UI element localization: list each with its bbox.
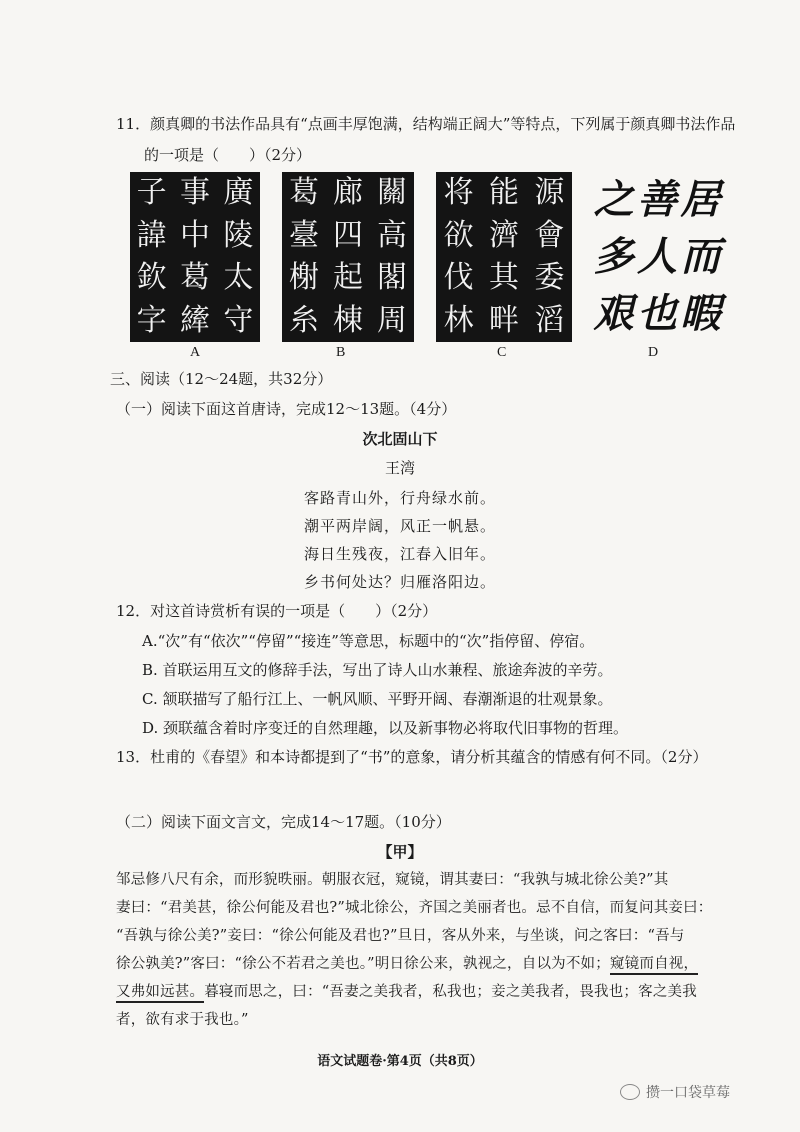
q12-option-a: A.“次”有“依次”“停留”“接连”等意思，标题中的“次”指停留、停宿。: [142, 632, 595, 650]
prose-line-1: 邹忌修八尺有余，而形貌昳丽。朝服衣冠，窥镜，谓其妻曰：“我孰与城北徐公美?”其: [116, 872, 669, 888]
callig-char: 太: [223, 260, 254, 296]
callig-char: 廊: [333, 175, 363, 211]
callig-char: 糸: [289, 302, 319, 338]
calligraphy-sample-b: [282, 172, 414, 342]
q11-stem-line2: 的一项是（ ）（2分）: [144, 146, 312, 164]
underlined-sentence-part2: 又弗如远甚。: [116, 984, 204, 1003]
poem-line-1: 客路青山外，行舟绿水前。: [303, 489, 496, 507]
callig-char: 會: [534, 217, 565, 253]
chat-bubble-icon: [620, 1084, 640, 1100]
section-3-heading: 三、阅读（12～24题，共32分）: [110, 370, 333, 388]
callig-char: 周: [377, 302, 407, 338]
callig-char: 暇: [680, 289, 721, 337]
callig-char: 欲: [443, 217, 474, 253]
poem-line-3: 海日生残夜，江春入旧年。: [303, 545, 496, 563]
callig-char: 中: [180, 217, 211, 253]
callig-char: 諱: [136, 217, 167, 253]
callig-char: 起: [333, 260, 363, 296]
callig-char: 廣: [223, 175, 254, 211]
callig-char: 高: [377, 217, 407, 253]
callig-char: 葛: [180, 260, 211, 296]
poem-line-4: 乡书何处达？归雁洛阳边。: [303, 573, 496, 591]
callig-char: 将: [443, 175, 474, 211]
callig-char: 人: [637, 232, 678, 280]
callig-char: 四: [333, 217, 363, 253]
callig-char: 守: [223, 302, 254, 338]
callig-char: 之: [593, 176, 634, 224]
callig-char: 多: [593, 232, 634, 280]
prose-line-5: [116, 982, 736, 1002]
prose-line-5-text: 暮寝而思之，曰：“吾妻之美我者，私我也；妾之美我者，畏我也；客之美我: [204, 984, 697, 1000]
callig-char: 關: [377, 175, 407, 211]
callig-char: 字: [136, 302, 167, 338]
callig-char: 而: [680, 232, 721, 280]
callig-char: 事: [180, 175, 211, 211]
q11-stem-line1: 11．颜真卿的书法作品具有“点画丰厚饱满，结构端正阔大”等特点，下列属于颜真卿书法作品: [116, 115, 736, 133]
prose-line-3: “吾孰与徐公美?”妾曰：“徐公何能及君也?”旦日，客从外来，与坐谈，问之客曰：“吾与: [116, 928, 685, 944]
part-1-heading: （一）阅读下面这首唐诗，完成12～13题。（4分）: [116, 400, 457, 418]
callig-char: 能: [489, 175, 520, 211]
callig-char: 榭: [289, 260, 319, 296]
callig-char: 閣: [377, 260, 407, 296]
callig-char: 欽: [136, 260, 167, 296]
option-label-a: A: [190, 345, 201, 360]
q13-stem: 13．杜甫的《春望》和本诗都提到了“书”的意象，请分析其蕴含的情感有何不同。（2分）: [116, 748, 708, 766]
poem-line-2: 潮平两岸阔，风正一帆悬。: [303, 517, 496, 535]
callig-char: 葛: [289, 175, 319, 211]
prose-line-4: [116, 954, 736, 974]
prose-line-2: 妻曰：“君美甚，徐公何能及君也?”城北徐公，齐国之美丽者也。忌不自信，而复问其妾曰：: [116, 900, 713, 916]
q12-option-b: B. 首联运用互文的修辞手法，写出了诗人山水兼程、旅途奔波的辛劳。: [142, 661, 613, 679]
option-label-c: C: [497, 345, 507, 360]
q12-option-c: C. 颔联描写了船行江上、一帆风顺、平野开阔、春潮渐退的壮观景象。: [142, 690, 613, 708]
calligraphy-sample-c: [436, 172, 572, 342]
callig-char: 其: [489, 260, 520, 296]
calligraphy-sample-a: [130, 172, 260, 342]
jia-heading: 【甲】: [377, 843, 423, 861]
prose-line-6: 者，欲有求于我也。”: [116, 1012, 249, 1028]
callig-char: 艰: [593, 289, 634, 337]
q12-option-d: D. 颈联蕴含着时序变迁的自然理趣，以及新事物必将取代旧事物的哲理。: [142, 719, 629, 737]
watermark: [620, 1082, 730, 1102]
callig-char: 滔: [534, 302, 565, 338]
callig-char: 濟: [489, 217, 520, 253]
part-2-heading: （二）阅读下面文言文，完成14～17题。（10分）: [116, 813, 451, 831]
callig-char: 陵: [223, 217, 254, 253]
poem-title: 次北固山下: [362, 430, 438, 448]
underlined-sentence-part1: 窥镜而自视，: [610, 956, 698, 975]
page-footer: 语文试题卷·第4页（共8页）: [317, 1054, 483, 1069]
callig-char: 也: [637, 289, 678, 337]
q12-stem: 12．对这首诗赏析有误的一项是（ ）（2分）: [116, 602, 438, 620]
prose-line-4-text: 徐公孰美?”客曰：“徐公不若君之美也。”明日徐公来，孰视之，自以为不如；: [116, 956, 610, 972]
option-label-d: D: [648, 345, 659, 360]
watermark-text: 攒一口袋草莓: [646, 1085, 730, 1101]
callig-char: 居: [680, 176, 721, 224]
poem-author: 王湾: [384, 459, 415, 477]
callig-char: 林: [443, 302, 474, 338]
callig-char: 畔: [489, 302, 520, 338]
callig-char: 善: [637, 176, 678, 224]
callig-char: 縴: [180, 302, 211, 338]
callig-char: 委: [534, 260, 565, 296]
callig-char: 子: [136, 175, 167, 211]
callig-char: 臺: [289, 217, 319, 253]
callig-char: 源: [534, 175, 565, 211]
calligraphy-sample-d: [592, 172, 722, 342]
callig-char: 棟: [333, 302, 363, 338]
option-label-b: B: [336, 345, 346, 360]
callig-char: 伐: [443, 260, 474, 296]
